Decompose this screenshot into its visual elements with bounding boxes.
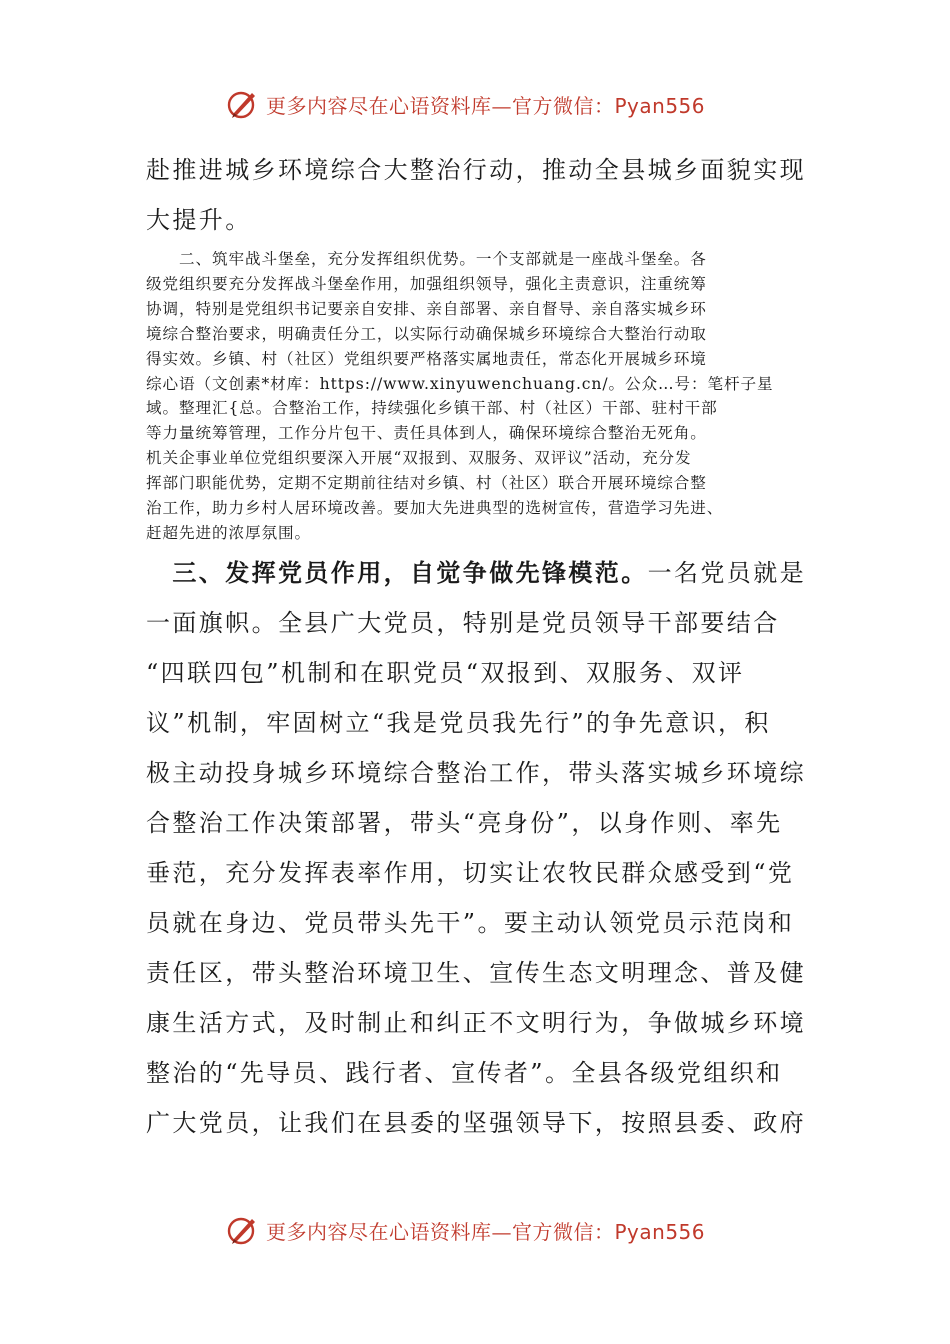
- text-line: 责任区，带头整治环境卫生、宣传生态文明理念、普及健: [146, 959, 806, 987]
- text-line: 一面旗帜。全县广大党员，特别是党员领导干部要结合: [146, 609, 780, 637]
- text-line: 大提升。: [146, 206, 252, 234]
- paragraph-section-three: [146, 548, 806, 1148]
- pen-circle-logo-icon: [226, 87, 260, 121]
- pen-circle-logo-icon: [226, 1213, 260, 1247]
- text-line: 极主动投身城乡环境综合整治工作，带头落实城乡环境综: [146, 759, 806, 787]
- text-line: “四联四包”机制和在职党员“双报到、双服务、双评: [146, 659, 745, 687]
- text-line: 域。整理汇{总。合整治工作，持续强化乡镇干部、村（社区）干部、驻村干部: [146, 399, 718, 418]
- text-line: 整治的“先导员、践行者、宣传者”。全县各级党组织和: [146, 1059, 783, 1087]
- text-line: 广大党员，让我们在县委的坚强领导下，按照县委、政府: [146, 1109, 806, 1137]
- text-line: 级党组织要充分发挥战斗堡垒作用，加强组织领导，强化主责意识，注重统筹: [146, 274, 707, 293]
- text-line: 垂范，充分发挥表率作用，切实让农牧民群众感受到“党: [146, 859, 795, 887]
- footer-banner: [226, 1210, 726, 1250]
- text-line: 等力量统筹管理，工作分片包干、责任具体到人，确保环境综合整治无死角。: [146, 424, 707, 443]
- paragraph-section-two: [146, 247, 810, 546]
- text-line: 三、发挥党员作用，自觉争做先锋模范。一名党员就是: [146, 558, 806, 587]
- text-line: 赶超先进的浓厚氛围。: [146, 523, 311, 542]
- text-line: 员就在身边、党员带头先干”。要主动认领党员示范岗和: [146, 909, 795, 937]
- text-line: 协调，特别是党组织书记要亲自安排、亲自部署、亲自督导、亲自落实城乡环: [146, 299, 707, 318]
- text-line: 合整治工作决策部署，带头“亮身份”，以身作则、率先: [146, 809, 783, 837]
- header-banner-text: 更多内容尽在心语资料库—官方微信：Pyan556: [266, 93, 706, 118]
- text-line: 机关企事业单位党组织要深入开展“双报到、双服务、双评议”活动，充分发: [146, 449, 692, 468]
- text-line: 得实效。乡镇、村（社区）党组织要严格落实属地责任，常态化开展城乡环境: [146, 349, 707, 368]
- header-banner: [226, 84, 726, 124]
- text-line: 境综合整治要求，明确责任分工，以实际行动确保城乡环境综合大整治行动取: [146, 324, 707, 343]
- section-three-heading: 三、发挥党员作用，自觉争做先锋模范。: [146, 558, 648, 587]
- text-line: 治工作，助力乡村人居环境改善。要加大先进典型的选树宣传，营造学习先进、: [146, 499, 724, 518]
- text-line: 二、筑牢战斗堡垒，充分发挥组织优势。一个支部就是一座战斗堡垒。各: [146, 250, 707, 268]
- text-line: 康生活方式，及时制止和纠正不文明行为，争做城乡环境: [146, 1009, 806, 1037]
- paragraph-continuation: [146, 145, 806, 245]
- text-line: 赴推进城乡环境综合大整治行动，推动全县城乡面貌实现: [146, 156, 806, 184]
- text-line: 议”机制，牢固树立“我是党员我先行”的争先意识，积: [146, 709, 771, 737]
- text-line: 综心语（文创素*材库：https://www.xinyuwenchuang.cn/。公众…号：笔杆子星: [146, 374, 774, 393]
- footer-banner-text: 更多内容尽在心语资料库—官方微信：Pyan556: [266, 1219, 706, 1244]
- text-line: 挥部门职能优势，定期不定期前往结对乡镇、村（社区）联合开展环境综合整: [146, 474, 707, 493]
